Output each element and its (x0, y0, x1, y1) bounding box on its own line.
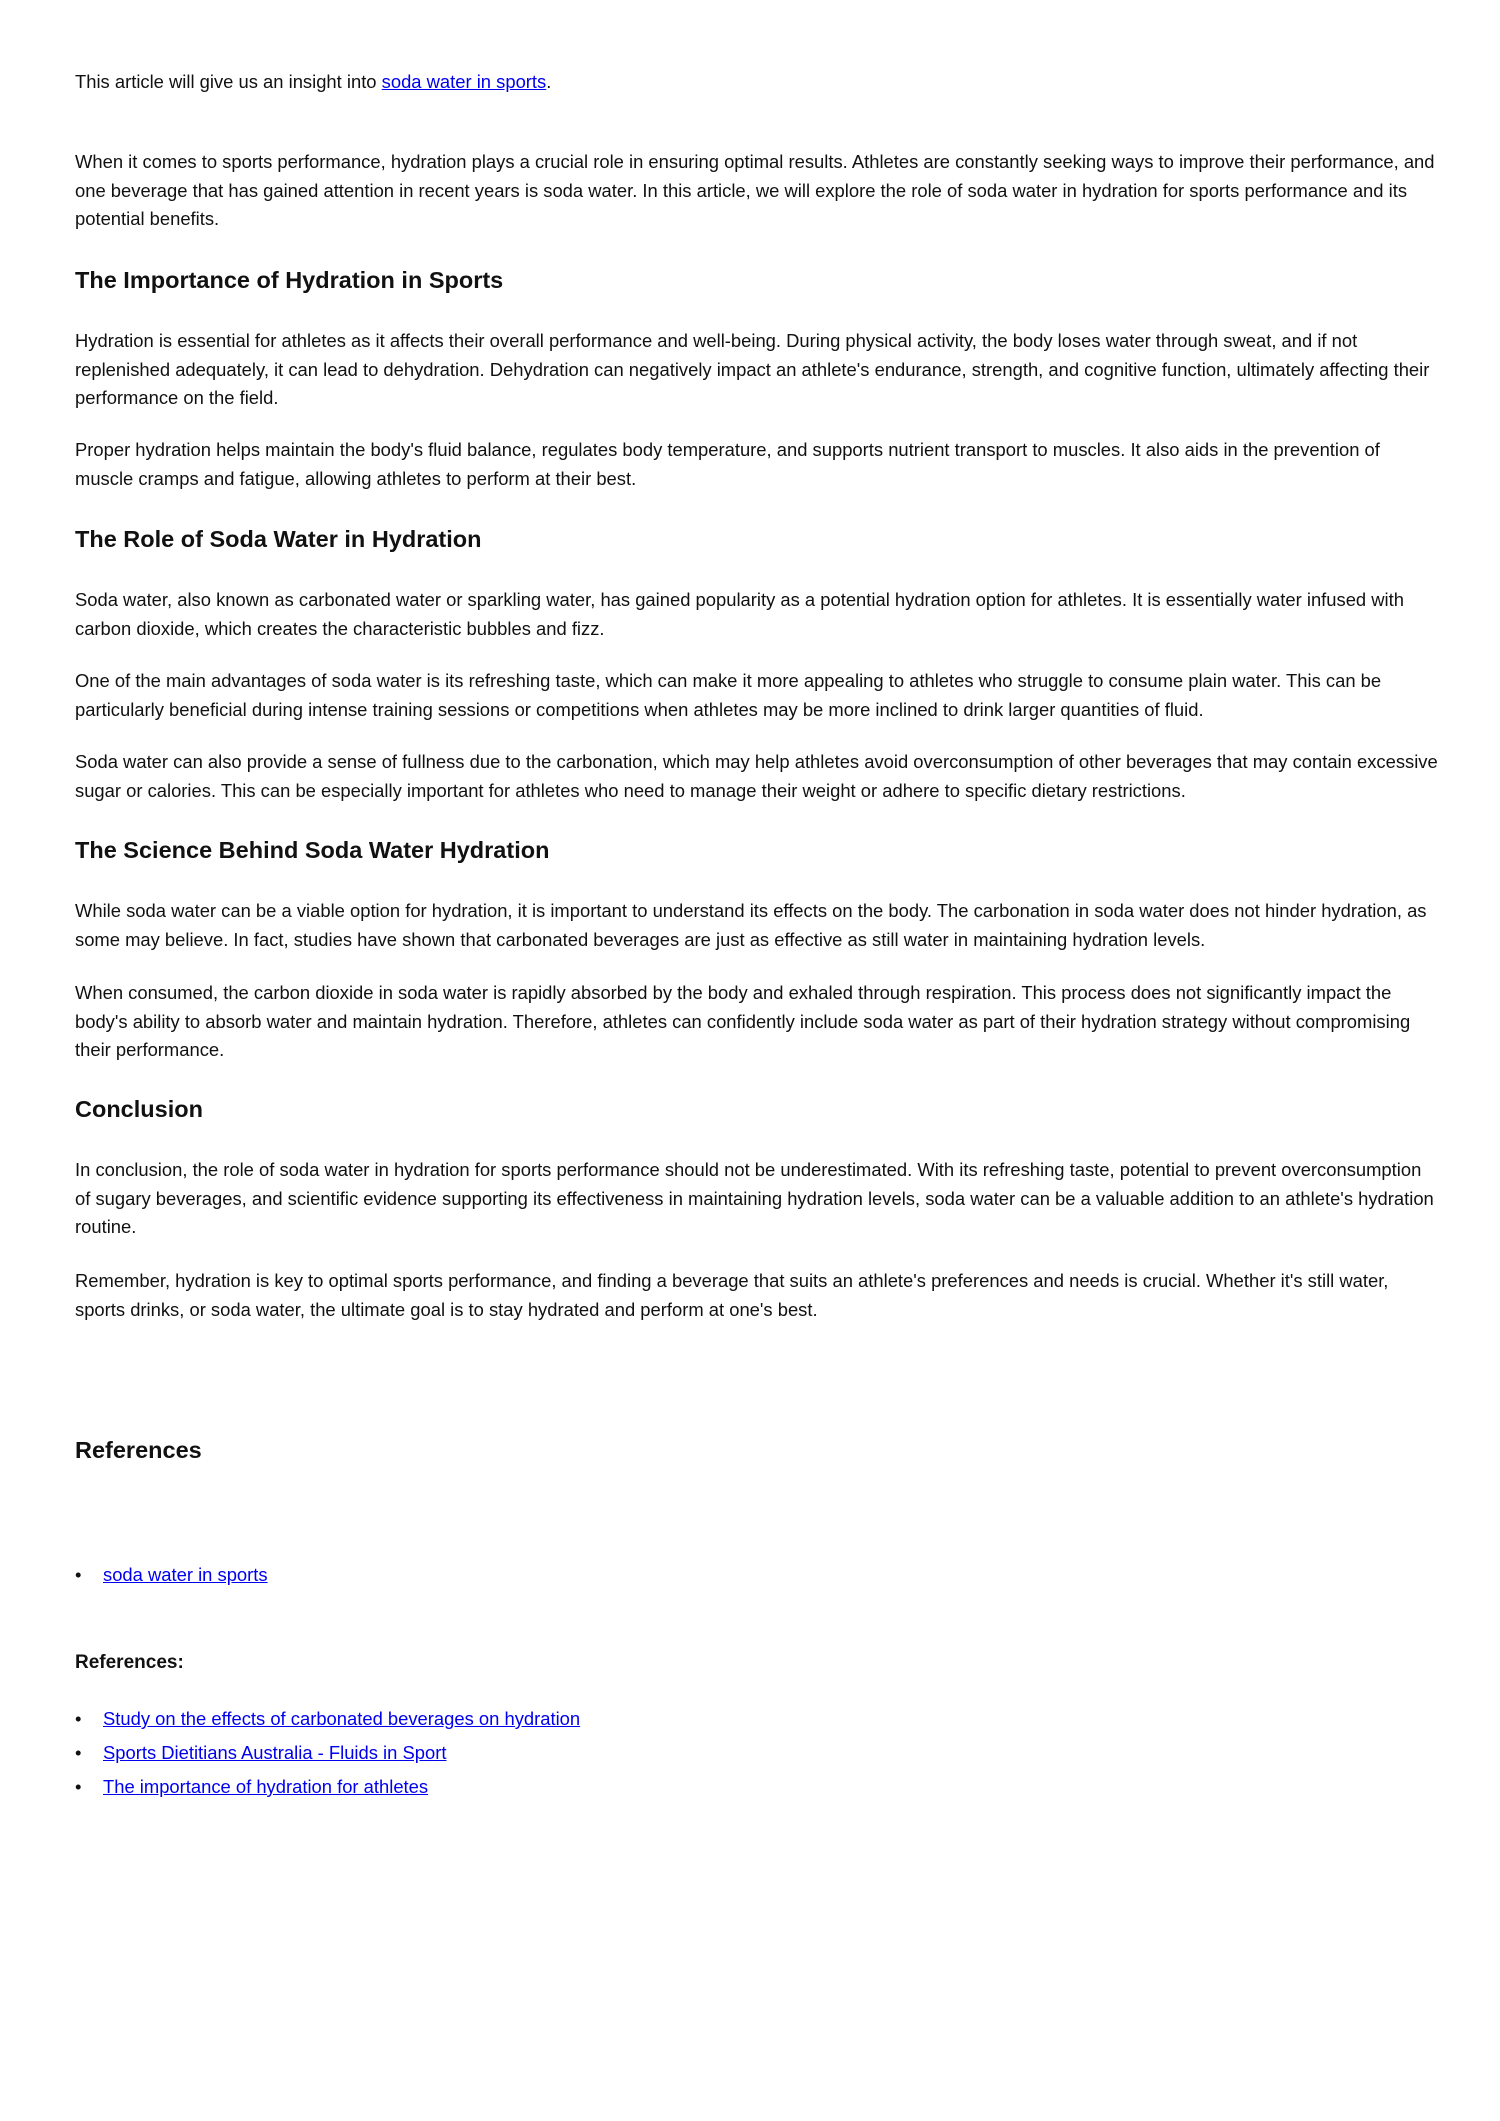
list-item (75, 1770, 1441, 1804)
paragraph: Soda water, also known as carbonated water or sparkling water, has gained popularity as a potential hydration option for athletes. It is essentially water infused with carbon dioxide, which creates the characteristic bubbles and fizz. (75, 589, 1404, 639)
references2-heading: References: (75, 1652, 184, 1673)
paragraph: Soda water can also provide a sense of fullness due to the carbonation, which may help athletes avoid overconsumption of other beverages that may contain excessive sugar or calories. This can be especially important for athletes who need to manage their weight or adhere to specific dietary restrictions. (75, 751, 1438, 801)
reference-link[interactable]: soda water in sports (103, 1564, 268, 1585)
references-heading: References (75, 1437, 202, 1463)
paragraph: Remember, hydration is key to optimal sports performance, and finding a beverage that suits an athlete's preferences and needs is crucial. Whether it's still water, sports drinks, or soda water, the ultimate goal is to stay hydrated and perform at one's best. (75, 1270, 1389, 1320)
paragraph: One of the main advantages of soda water is its refreshing taste, which can make it more appealing to athletes who struggle to consume plain water. This can be particularly beneficial during intense training sessions or competitions when athletes may be more inclined to drink larger quantities of fluid. (75, 670, 1382, 720)
paragraph: While soda water can be a viable option for hydration, it is important to understand its effects on the body. The carbonation in soda water does not hinder hydration, as some may believe. In fact, studies have shown that carbonated beverages are just as effective as still water in maintaining hydration levels. (75, 900, 1427, 950)
references-list (75, 1558, 1441, 1592)
section-heading: The Importance of Hydration in Sports (75, 267, 504, 293)
reference-link[interactable]: Study on the effects of carbonated beverages on hydration (103, 1708, 581, 1729)
list-item (75, 1558, 1441, 1592)
list-item (75, 1702, 1441, 1736)
paragraph: In conclusion, the role of soda water in hydration for sports performance should not be underestimated. With its refreshing taste, potential to prevent overconsumption of sugary beverages, and scientific evidence supporting its effectiveness in maintaining hydration levels, soda water can be a valuable addition to an athlete's hydration routine. (75, 1159, 1434, 1238)
list-item (75, 1736, 1441, 1770)
references2-list (75, 1702, 1441, 1804)
section-heading: The Science Behind Soda Water Hydration (75, 837, 550, 863)
section-heading: Conclusion (75, 1096, 203, 1122)
reference-link[interactable]: The importance of hydration for athletes (103, 1776, 429, 1797)
paragraph: When consumed, the carbon dioxide in soda water is rapidly absorbed by the body and exhaled through respiration. This process does not significantly impact the body's ability to absorb water and maintain hydration. Therefore, athletes can confidently include soda water as part of their hydration strategy without compromising their performance. (75, 982, 1411, 1061)
paragraph: Proper hydration helps maintain the body's fluid balance, regulates body temperature, and supports nutrient transport to muscles. It also aids in the prevention of muscle cramps and fatigue, allowing athletes to perform at their best. (75, 439, 1380, 489)
section-heading: The Role of Soda Water in Hydration (75, 526, 482, 552)
intro-text: This article will give us an insight into soda water in sports. (75, 71, 552, 92)
reference-link[interactable]: Sports Dietitians Australia - Fluids in Sport (103, 1742, 447, 1763)
paragraph: Hydration is essential for athletes as it affects their overall performance and well-being. During physical activity, the body loses water through sweat, and if not replenished adequately, it can lead to dehydration. Dehydration can negatively impact an athlete's endurance, strength, and cognitive function, ultimately affecting their performance on the field. (75, 330, 1430, 409)
intro-link[interactable]: soda water in sports (381, 71, 547, 92)
lead-paragraph: When it comes to sports performance, hydration plays a crucial role in ensuring optimal results. Athletes are constantly seeking ways to improve their performance, and one beverage that has gained attention in recent years is soda water. In this article, we will explore the role of soda water in hydration for sports performance and its potential benefits. (75, 151, 1435, 230)
